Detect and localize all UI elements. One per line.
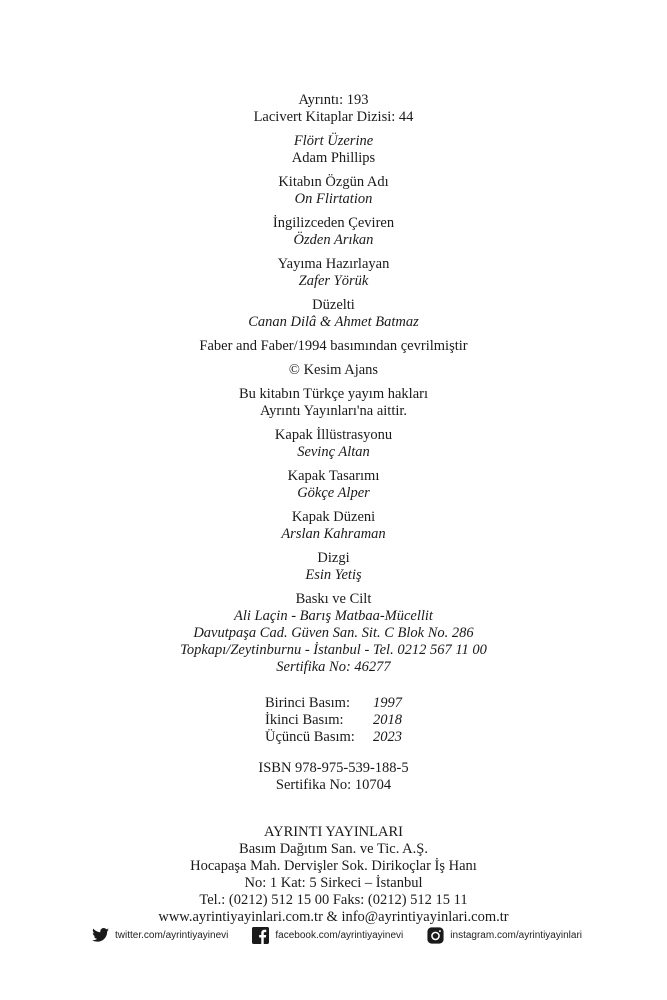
isbn-block [0,760,667,794]
original-title-value: On Flirtation [294,191,373,207]
edition-label: Birinci Basım: [265,695,350,711]
printing-label: Baskı ve Cilt [295,591,372,607]
prepared-by-block [0,256,667,290]
printing-line-1: Ali Laçin - Barış Matbaa-Mücellit [234,608,433,624]
printing-block [0,591,667,676]
book-info [0,133,667,167]
translator-block [0,215,667,249]
typesetting-label: Dizgi [317,550,350,566]
publisher-address-1: Hocapaşa Mah. Dervişler Sok. Dirikoçlar İş Hanı [190,858,477,874]
rights-block [0,386,667,420]
rights-line-1: Bu kitabın Türkçe yayım hakları [239,386,428,402]
edition-year: 2018 [373,712,402,728]
instagram-link[interactable] [427,927,582,944]
proofreading-label: Düzelti [312,297,355,313]
isbn: ISBN 978-975-539-188-5 [258,760,409,776]
series-collection: Lacivert Kitaplar Dizisi: 44 [253,109,414,125]
colophon-page [0,92,667,933]
edition-row [265,712,402,729]
typesetting-block [0,550,667,584]
publisher-name: AYRINTI YAYINLARI [264,824,403,840]
translator-label: İngilizceden Çeviren [272,215,395,231]
copyright: © Kesim Ajans [288,362,379,378]
edition-row [265,695,402,712]
twitter-link[interactable] [92,927,228,944]
source-edition-block [0,338,667,355]
prepared-by-name: Zafer Yörük [298,273,369,289]
original-title-label: Kitabın Özgün Adı [278,174,389,190]
edition-year: 2023 [373,729,402,745]
cover-design-name: Gökçe Alper [297,485,370,501]
cover-layout-name: Arslan Kahraman [281,526,386,542]
cover-layout-label: Kapak Düzeni [291,509,376,525]
cover-illustration-block [0,427,667,461]
copyright-block [0,362,667,379]
facebook-handle: facebook.com/ayrintiyayinevi [275,929,404,941]
edition-row [265,729,402,746]
isbn-certificate: Sertifika No: 10704 [275,777,392,793]
editions-list [265,695,402,746]
printing-line-3: Topkapı/Zeytinburnu - İstanbul - Tel. 0212 567 11 00 [180,642,487,658]
original-title-block [0,174,667,208]
cover-illustration-name: Sevinç Altan [297,444,370,460]
publisher-address-2: No: 1 Kat: 5 Sirkeci – İstanbul [244,875,423,891]
series-number: Ayrıntı: 193 [298,92,369,108]
publisher-company: Basım Dağıtım San. ve Tic. A.Ş. [239,841,428,857]
twitter-icon [92,928,109,942]
book-title: Flört Üzerine [293,133,374,149]
cover-illustration-label: Kapak İllüstrasyonu [274,427,393,443]
translator-name: Özden Arıkan [293,232,374,248]
edition-label: İkinci Basım: [265,712,344,728]
cover-design-block [0,468,667,502]
publisher-block [0,824,667,926]
cover-layout-block [0,509,667,543]
proofreading-names: Canan Dilâ & Ahmet Batmaz [248,314,419,330]
prepared-by-label: Yayıma Hazırlayan [277,256,390,272]
rights-line-2: Ayrıntı Yayınları'na aittir. [259,403,408,419]
edition-year: 1997 [373,695,402,711]
social-links [92,922,582,948]
printing-line-2: Davutpaşa Cad. Güven San. Sit. C Blok No. 286 [193,625,474,641]
facebook-link[interactable] [252,927,403,944]
cover-design-label: Kapak Tasarımı [287,468,380,484]
printing-line-4: Sertifika No: 46277 [276,659,391,675]
instagram-handle: instagram.com/ayrintiyayinlari [450,929,582,941]
instagram-icon [427,927,444,944]
series-info [0,92,667,126]
facebook-icon [252,927,269,944]
publisher-phone: Tel.: (0212) 512 15 00 Faks: (0212) 512 15 11 [199,892,468,908]
source-edition: Faber and Faber/1994 basımından çevrilmiştir [199,338,468,354]
edition-label: Üçüncü Basım: [265,729,355,745]
book-author: Adam Phillips [291,150,376,166]
publisher-web[interactable]: www.ayrintiyayinlari.com.tr & info@ayrintiyayinlari.com.tr [158,909,509,925]
typesetting-name: Esin Yetiş [305,567,362,583]
proofreading-block [0,297,667,331]
twitter-handle: twitter.com/ayrintiyayinevi [115,929,229,941]
